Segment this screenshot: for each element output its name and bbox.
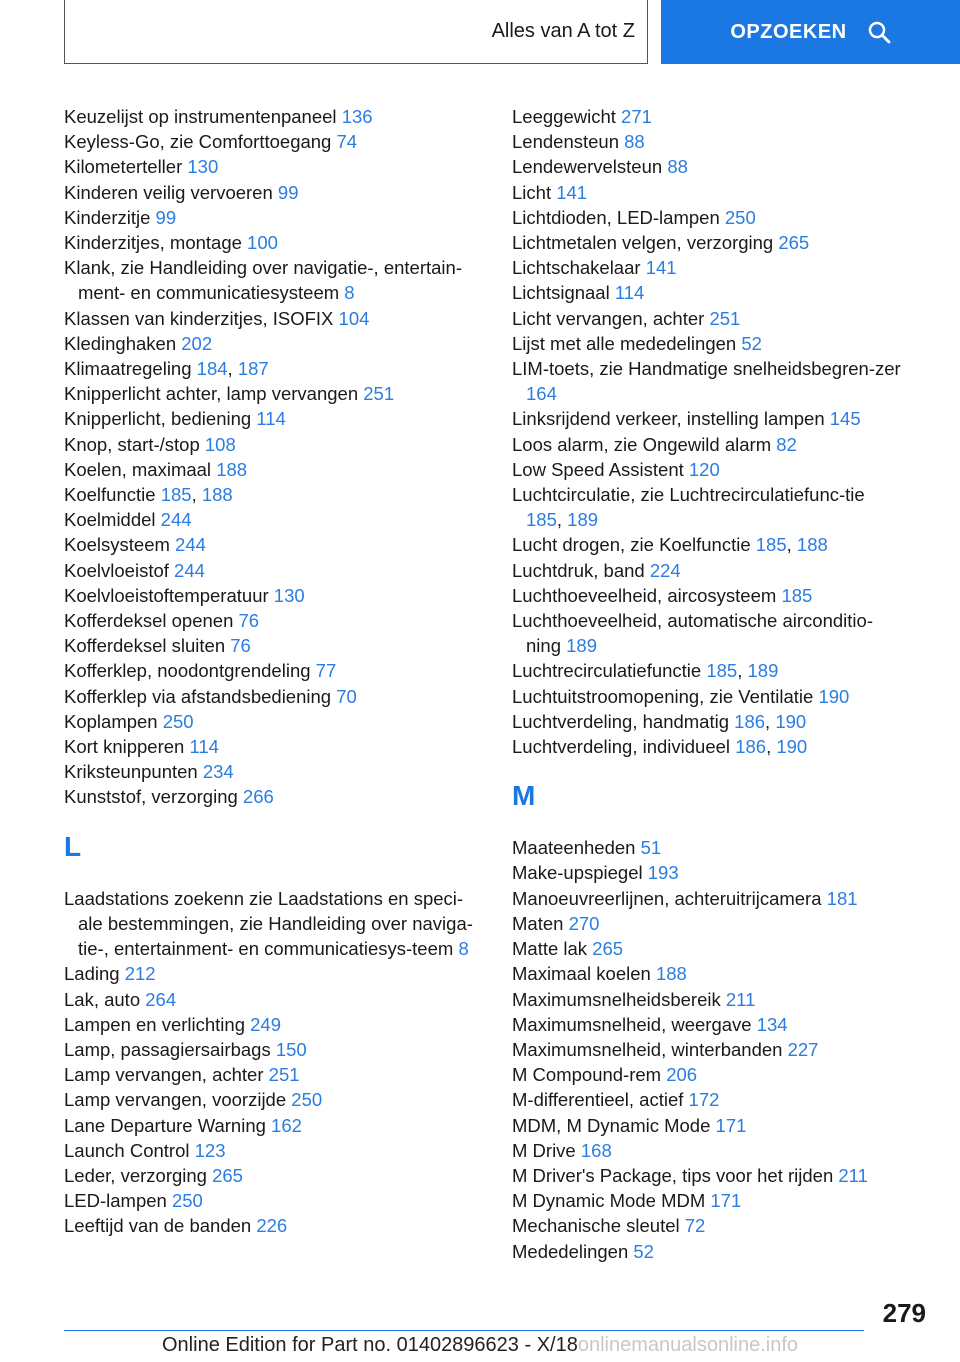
page-reference-link[interactable]: 193 [647,862,679,884]
index-entry-text: Luchthoeveelheid, aircosysteem [512,584,777,606]
page-reference-link[interactable]: 188 [201,484,233,506]
index-entry-text: Maten [512,912,564,934]
index-entry-text: Luchtuitstroomopening, zie Ventilatie [512,685,814,707]
page-reference-link[interactable]: 185 [526,509,557,531]
page-reference-link[interactable]: 88 [624,131,645,153]
page-reference-link[interactable]: 120 [688,458,720,480]
index-entry [64,432,484,457]
index-letter-heading: M [512,780,536,812]
index-entry [512,684,902,709]
section-tab[interactable] [64,0,648,64]
page-reference-link[interactable]: 99 [155,206,177,228]
page-reference-link[interactable]: 130 [187,156,219,178]
index-entry-text: Lak, auto [64,988,141,1010]
index-entry [64,457,484,482]
page-reference-link[interactable]: 185 [755,534,787,556]
index-entry [64,154,484,179]
index-entry-text: Koelmiddel [64,509,156,531]
index-entry-text: Lamp, passagiersairbags [64,1038,271,1060]
index-entry [512,230,902,255]
index-entry [64,1037,484,1062]
page-reference-link[interactable]: 76 [238,610,260,632]
page-reference-link[interactable]: 251 [709,307,741,329]
index-entry [64,734,484,759]
index-entry [512,432,902,457]
index-entry: Luchtrecirculatiefunctie 185, 189 [512,660,779,682]
index-entry [512,835,902,860]
index-entry-text: Kofferklep, noodontgrendeling [64,660,311,682]
page-reference-link[interactable]: 171 [715,1114,747,1136]
page-reference-link[interactable]: 264 [145,988,177,1010]
index-entry [512,987,902,1012]
index-entry [64,1062,484,1087]
index-entry [64,1012,484,1037]
index-entry-text: Lichtdioden, LED-lampen [512,206,720,228]
index-entry-text: Lamp vervangen, voorzijde [64,1089,287,1111]
page-reference-link[interactable]: 234 [202,761,234,783]
page-reference-link[interactable]: 70 [336,685,357,707]
index-entry-text: Laadstations zoekenn zie Laadstations en speci-ale bestemmingen, zie Handleiding over naviga-tie-, entertainment- en communicatiesys-teem [64,887,473,960]
index-entry [512,1012,902,1037]
index-column-left [64,104,484,1239]
index-entry-text: Kledinghaken [64,332,177,354]
index-entry-text: Klimaatregeling [64,358,192,380]
index-entry [64,658,484,683]
index-entry [512,1138,902,1163]
page-reference-link[interactable]: 251 [363,383,395,405]
page-reference-link[interactable]: 136 [341,106,373,127]
index-entry-text: Mechanische sleutel [512,1215,680,1237]
page-reference-link[interactable]: 265 [592,938,624,960]
search-button-label: OPZOEKEN [730,20,847,43]
index-entry-text: Keuzelijst op instrumentenpaneel [64,106,337,127]
index-entry-text: Koelsysteem [64,534,170,556]
footer-divider [64,1330,864,1331]
index-entry [64,558,484,583]
footer [0,1334,960,1357]
index-entry-text: Knipperlicht achter, lamp vervangen [64,383,359,405]
index-entry-text: Knipperlicht, bediening [64,408,252,430]
index-entry-text: Mededelingen [512,1240,629,1262]
index-entry [64,1087,484,1112]
index-entry: Klimaatregeling 184, 187 [64,358,269,380]
index-entry-text: Lane Departure Warning [64,1114,266,1136]
index-entry-text: Kinderen veilig vervoeren [64,181,273,203]
page-reference-link[interactable]: 123 [194,1139,226,1161]
index-entry-text: Licht vervangen, achter [512,307,705,329]
index-entry [512,1188,902,1213]
index-entry-text: Lendensteun [512,131,619,153]
index-entry-text: Maateenheden [512,837,636,859]
index-entry [64,886,484,962]
page-reference-link[interactable]: 141 [645,257,677,279]
page-reference-link[interactable]: 188 [216,458,248,480]
page-reference-link[interactable]: 250 [171,1190,203,1212]
index-entry [64,306,484,331]
index-entry-text: Keyless-Go, zie Comforttoegang [64,131,332,153]
index-entry-text: Luchtdruk, band [512,559,645,581]
index-entry-text: Lendewervelsteun [512,156,663,178]
index-entry-text: Koelvloeistof [64,559,169,581]
index-entry [64,104,484,129]
index-entry [64,784,484,809]
page-reference-link[interactable]: 171 [710,1190,742,1212]
page-reference-link[interactable]: 114 [614,282,645,304]
index-entry [512,1062,902,1087]
footer-edition: Online Edition for Part no. 01402896623 - X/18 [162,1334,578,1356]
index-entry-text: Klassen van kinderzitjes, ISOFIX [64,307,334,329]
index-entry-text: Kunststof, verzorging [64,786,238,808]
index-entry [512,154,902,179]
index-entry [64,1163,484,1188]
page-reference-link[interactable]: 150 [275,1038,307,1060]
index-entry [512,406,902,431]
index-entry [512,129,902,154]
index-entry-text: Lichtmetalen velgen, verzorging [512,232,774,254]
section-tab-label: Alles van A tot Z [491,20,635,42]
index-entry-text: Low Speed Assistent [512,458,684,480]
index-entry [512,1213,902,1238]
index-entry [64,987,484,1012]
index-entry-text: Luchtrecirculatiefunctie [512,660,702,682]
index-entry-text: Maximumsnelheid, winterbanden [512,1038,783,1060]
page-reference-link[interactable]: 186 [735,736,767,758]
index-entry-text: Luchtverdeling, individueel [512,736,731,758]
index-entry [512,583,902,608]
page-reference-link[interactable]: 211 [838,1164,868,1186]
page-reference-link[interactable]: 244 [174,559,205,581]
index-entry-text: Kriksteunpunten [64,761,198,783]
index-entry [64,129,484,154]
index-entry-text: Koelen, maximaal [64,458,212,480]
index-entry-text: Matte lak [512,938,588,960]
page-reference-link[interactable]: 52 [633,1240,654,1262]
page-reference-link[interactable]: 187 [237,358,269,380]
page-reference-link[interactable]: 224 [649,559,681,581]
index-entry-text: Kofferdeksel openen [64,610,234,632]
index-entry-text: Licht [512,181,552,203]
page-reference-link[interactable]: 227 [787,1038,819,1060]
index-entry-text: Loos alarm, zie Ongewild alarm [512,433,772,455]
index-entry [64,759,484,784]
index-entry [512,104,902,129]
index-entry [512,558,902,583]
page-reference-link[interactable]: 141 [556,181,588,203]
page-reference-link[interactable]: 77 [315,660,337,682]
index-entry [512,180,902,205]
index-entry [512,860,902,885]
index-entry [512,1163,902,1188]
index-entry [512,961,902,986]
page-reference-link[interactable]: 202 [181,332,213,354]
page-reference-link[interactable]: 190 [775,710,807,732]
page-reference-link[interactable]: 265 [212,1164,243,1186]
page-reference-link[interactable]: 76 [230,635,251,657]
page-reference-link[interactable]: 270 [568,912,600,934]
index-entry-text: Lijst met alle mededelingen [512,332,737,354]
page-reference-link[interactable]: 186 [734,710,766,732]
index-entry [64,583,484,608]
page-reference-link[interactable]: 188 [655,963,687,985]
page-number: 279 [882,1298,926,1328]
index-entry: Luchtverdeling, handmatig 186, 190 [512,710,807,732]
index-entry [64,507,484,532]
index-entry [64,381,484,406]
index-entry-text: Leder, verzorging [64,1164,207,1186]
index-entry [64,180,484,205]
index-entry-text: Lichtschakelaar [512,257,641,279]
index-entry: Luchtverdeling, individueel 186, 190 [512,736,808,758]
page-reference-link[interactable]: 8 [344,282,355,304]
index-entry-text: Klank, zie Handleiding over navigatie-, entertain-ment- en communicatiesysteem [64,257,462,304]
index-entry [64,608,484,633]
index-entry-text: Lampen en verlichting [64,1013,245,1035]
page-reference-link[interactable]: 185 [706,660,738,682]
page-reference-link[interactable]: 172 [688,1089,720,1111]
index-entry [64,255,484,305]
page-reference-link[interactable]: 244 [160,509,192,531]
index-entry-text: Maximumsnelheid, weergave [512,1013,752,1035]
index-column-right [512,104,902,1264]
index-entry [512,911,902,936]
index-entry-text: Kofferdeksel sluiten [64,635,226,657]
index-entry-text: Leeftijd van de banden [64,1215,252,1237]
index-entry [64,205,484,230]
index-entry [64,961,484,986]
page-reference-link[interactable]: 181 [826,887,858,909]
page-reference-link[interactable]: 52 [741,332,762,354]
index-entry [64,709,484,734]
footer-watermark: onlinemanualsonline.info [577,1334,798,1356]
index-letter-heading: L [64,830,82,862]
index-entry [64,1138,484,1163]
page-reference-link[interactable]: 185 [160,484,192,506]
index-entry [64,532,484,557]
index-entry: Koelfunctie 185, 188 [64,484,233,506]
index-entry-text: Knop, start-/stop [64,433,200,455]
page-reference-link[interactable]: 130 [273,584,305,606]
page-reference-link[interactable]: 271 [621,106,652,127]
page-reference-link[interactable]: 104 [338,307,370,329]
index-entry [64,1113,484,1138]
page-reference-link[interactable]: 74 [336,131,358,153]
index-entry: Lucht drogen, zie Koelfunctie 185, 188 [512,534,828,556]
index-entry-text: Maximumsnelheidsbereik [512,988,721,1010]
index-entry [512,1239,902,1264]
index-entry [64,1188,484,1213]
page-reference-link[interactable]: 190 [776,736,808,758]
index-entry-text: M Drive [512,1139,576,1161]
index-entry-text: Lichtsignaal [512,282,610,304]
page-reference-link[interactable]: 190 [818,685,850,707]
index-entry [64,331,484,356]
index-entry-text: Kilometerteller [64,156,183,178]
page-reference-link[interactable]: 72 [684,1215,706,1237]
index-entry-text: Koelfunctie [64,484,156,506]
page-reference-link[interactable]: 145 [829,408,861,430]
page-reference-link[interactable]: 99 [277,181,299,203]
index-entry [64,684,484,709]
page-reference-link[interactable]: 114 [256,408,286,430]
index-entry [512,936,902,961]
index-entry [64,406,484,431]
page-reference-link[interactable]: 82 [776,433,797,455]
index-entry-text: Lading [64,963,120,985]
page-reference-link[interactable]: 211 [725,988,756,1010]
index-entry [64,633,484,658]
page-reference-link[interactable]: 189 [567,509,599,531]
index-entry-text: Koelvloeistoftemperatuur [64,584,269,606]
index-entry [512,255,902,280]
page-reference-link[interactable]: 100 [247,232,278,254]
page-reference-link[interactable]: 168 [580,1139,612,1161]
index-entry [512,280,902,305]
index-entry [512,1113,902,1138]
page-reference-link[interactable]: 265 [778,232,810,254]
page-reference-link[interactable]: 88 [667,156,688,178]
page-reference-link[interactable]: 162 [271,1114,302,1136]
search-button[interactable] [661,0,960,64]
index-entry: Luchtcirculatie, zie Luchtrecirculatiefunc-tie 185, 189 [512,484,865,531]
index-entry-text: M-differentieel, actief [512,1089,684,1111]
index-entry-text: MDM, M Dynamic Mode [512,1114,711,1136]
index-entry-text: Kinderzitje [64,206,151,228]
page-reference-link[interactable]: 189 [747,660,779,682]
page-reference-link[interactable]: 188 [796,534,828,556]
page-reference-link[interactable]: 212 [124,963,156,985]
index-entry-text: Leeggewicht [512,106,616,127]
page-reference-link[interactable]: 184 [196,358,228,380]
index-entry [512,1087,902,1112]
index-entry [64,230,484,255]
index-entry-text: Kinderzitjes, montage [64,232,242,254]
index-entry-text: Koplampen [64,710,158,732]
index-entry-text: M Driver's Package, tips voor het rijden [512,1164,834,1186]
page-reference-link[interactable]: 114 [189,736,219,758]
index-entry-text: Manoeuvreerlijnen, achteruitrijcamera [512,887,822,909]
index-entry-text: Launch Control [64,1139,190,1161]
index-entry-text: Linksrijdend verkeer, instelling lampen [512,408,825,430]
index-entry-text: Maximaal koelen [512,963,651,985]
page-reference-link[interactable]: 185 [781,584,813,606]
index-entry [512,306,902,331]
page-reference-link[interactable]: 266 [242,786,274,808]
index-entry [512,205,902,230]
index-entry-text: Luchtcirculatie, zie Luchtrecirculatiefunc-tie [512,484,865,506]
page-reference-link[interactable]: 250 [162,710,194,732]
index-entry-text: LED-lampen [64,1190,167,1212]
index-entry [64,1213,484,1238]
index-entry-text: M Compound-rem [512,1064,662,1086]
index-entry-text: Luchthoeveelheid, automatische airconditio-ning [512,610,873,657]
index-entry [512,356,902,406]
page-reference-link[interactable]: 250 [291,1089,323,1111]
page-reference-link[interactable]: 164 [526,383,557,405]
index-entry [512,331,902,356]
index-entry-text: Kort knipperen [64,736,185,758]
index-entry-text: Make-upspiegel [512,862,643,884]
page-reference-link[interactable]: 244 [175,534,206,556]
index-entry [512,886,902,911]
page-reference-link[interactable]: 189 [566,635,597,657]
index-entry-text: Lucht drogen, zie Koelfunctie [512,534,751,556]
index-entry-text: Kofferklep via afstandsbediening [64,685,332,707]
page-reference-link[interactable]: 51 [640,837,662,859]
page-reference-link[interactable]: 251 [268,1064,300,1086]
index-entry [512,457,902,482]
page-reference-link[interactable]: 134 [756,1013,788,1035]
page-reference-link[interactable]: 249 [250,1013,282,1035]
page-reference-link[interactable]: 250 [724,206,756,228]
index-entry [512,1037,902,1062]
index-entry-text: Luchtverdeling, handmatig [512,710,730,732]
page-reference-link[interactable]: 108 [204,433,236,455]
index-entry-text: LIM-toets, zie Handmatige snelheidsbegren-zer [512,358,901,380]
page-reference-link[interactable]: 8 [458,938,469,960]
index-entry [512,608,902,658]
index-entry-text: M Dynamic Mode MDM [512,1190,706,1212]
index-entry-text: Lamp vervangen, achter [64,1064,264,1086]
page-reference-link[interactable]: 226 [256,1215,288,1237]
search-icon [867,20,891,44]
page-reference-link[interactable]: 206 [666,1064,698,1086]
